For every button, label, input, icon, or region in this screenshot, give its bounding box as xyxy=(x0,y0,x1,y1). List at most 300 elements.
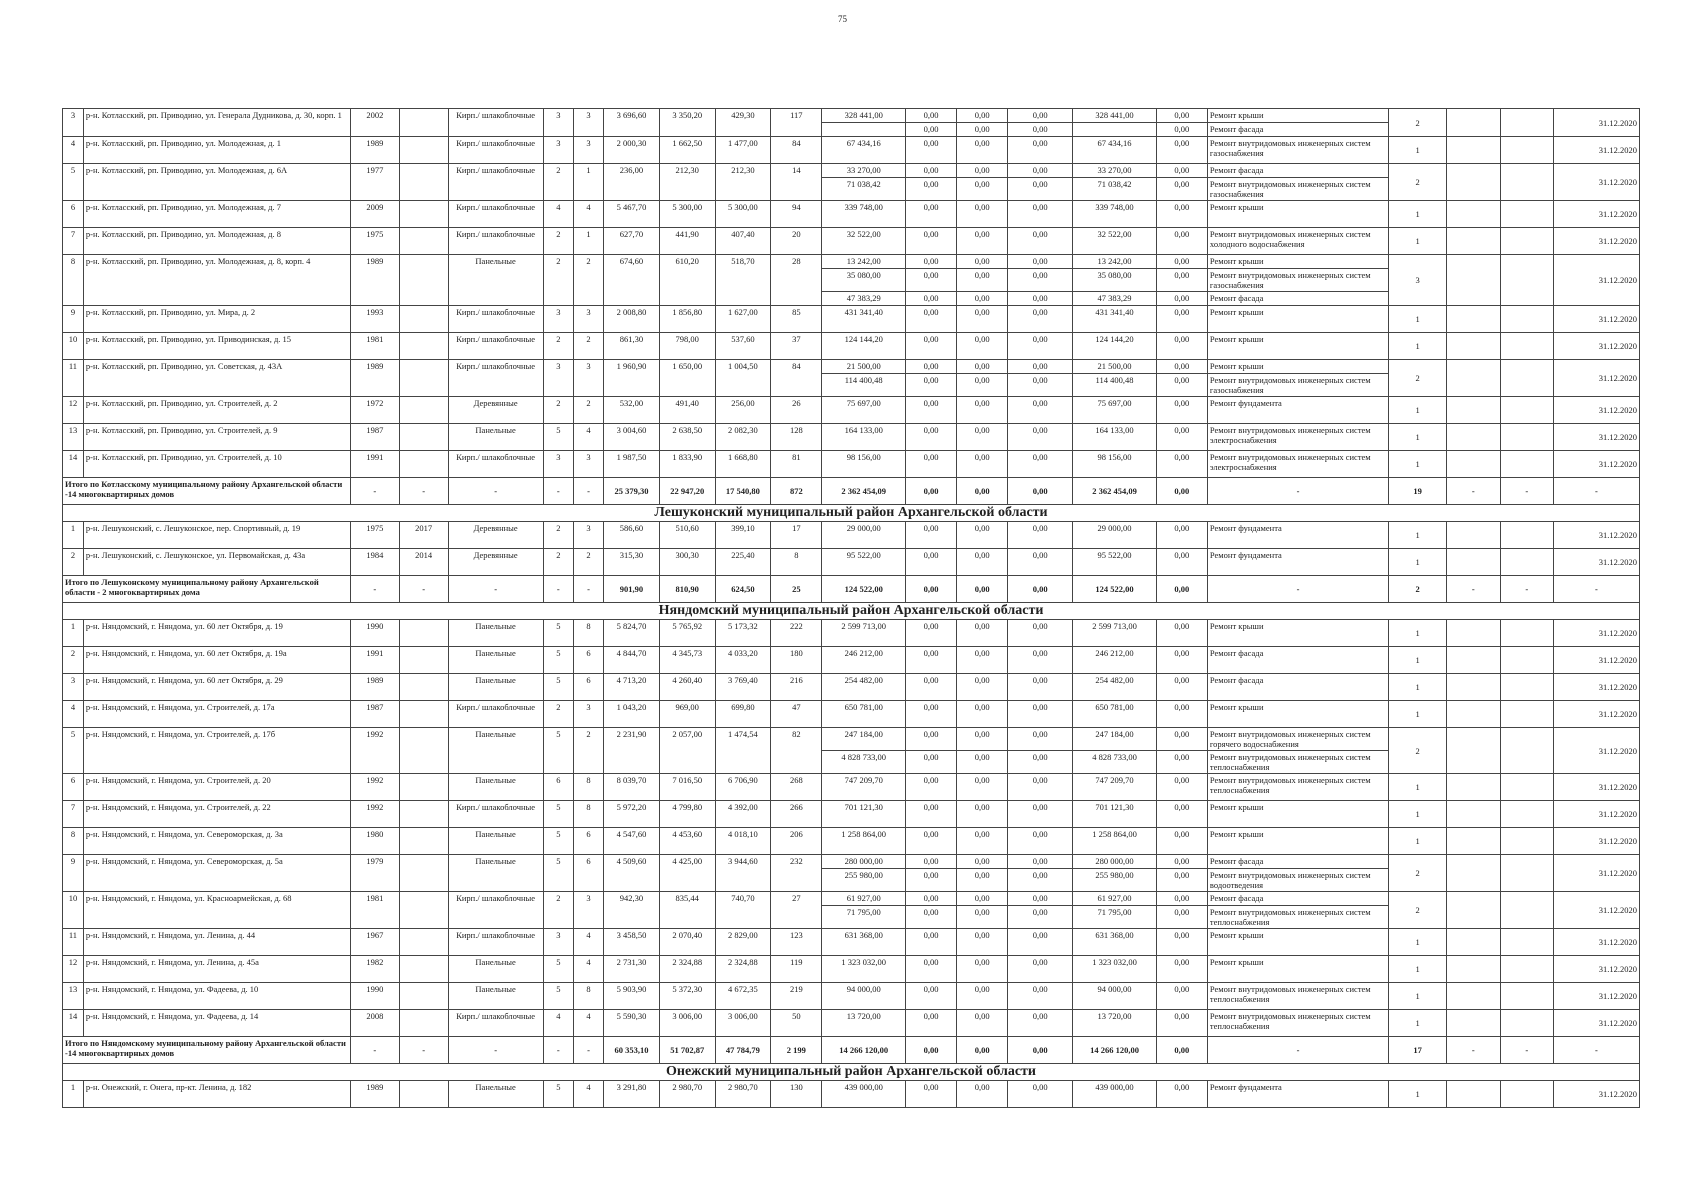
fund-zero: 0,00 xyxy=(957,269,1008,292)
address: р-н. Няндомский, г. Няндома, ул. Ленина, д. 44 xyxy=(83,929,350,956)
area-premises: 2 638,50 xyxy=(659,424,715,451)
work-cost: 75 697,00 xyxy=(822,397,906,424)
entrances: 4 xyxy=(573,201,603,228)
works-count: 1 xyxy=(1389,647,1447,674)
empty-cell xyxy=(1500,397,1553,424)
row-number: 2 xyxy=(63,549,84,576)
empty-cell xyxy=(1447,1010,1500,1037)
table-row xyxy=(63,255,1640,269)
address: р-н. Няндомский, г. Няндома, ул. Североморская, д. 3а xyxy=(83,828,350,855)
work-type: Ремонт фасада xyxy=(1207,164,1388,178)
entrances: 8 xyxy=(573,983,603,1010)
wall-material: Панельные xyxy=(448,774,543,801)
table-row xyxy=(63,892,1640,906)
area-premises: 5 300,00 xyxy=(659,201,715,228)
total-works-count: 17 xyxy=(1389,1037,1447,1064)
reconstruction-year xyxy=(399,333,448,360)
residents: 82 xyxy=(771,728,822,774)
reconstruction-year xyxy=(399,855,448,892)
row-number: 11 xyxy=(63,929,84,956)
total-zero: 0,00 xyxy=(957,576,1008,603)
residents: 130 xyxy=(771,1081,822,1108)
fund-zero: 0,00 xyxy=(1008,374,1073,397)
work-type: Ремонт внутридомовых инженерных систем газоснабжения xyxy=(1207,137,1388,164)
area-total: 8 039,70 xyxy=(604,774,660,801)
fund-zero: 0,00 xyxy=(906,983,957,1010)
total-dash: - xyxy=(1207,1037,1388,1064)
work-type: Ремонт внутридомовых инженерных систем горячего водоснабжения xyxy=(1207,728,1388,751)
work-cost: 1 258 864,00 xyxy=(822,828,906,855)
completion-date: 31.12.2020 xyxy=(1553,828,1639,855)
fund-zero: 0,00 xyxy=(906,451,957,478)
address: р-н. Няндомский, г. Няндома, ул. Строителей, д. 17а xyxy=(83,701,350,728)
empty-cell xyxy=(1500,1081,1553,1108)
commission-year: 2002 xyxy=(350,109,399,137)
reconstruction-year xyxy=(399,929,448,956)
floors: 5 xyxy=(543,801,573,828)
row-number: 9 xyxy=(63,855,84,892)
area-premises: 300,30 xyxy=(659,549,715,576)
residents: 128 xyxy=(771,424,822,451)
works-count: 1 xyxy=(1389,424,1447,451)
fund-zero: 0,00 xyxy=(1008,269,1073,292)
total-area-premises: 22 947,20 xyxy=(659,478,715,505)
empty-cell xyxy=(1500,137,1553,164)
fund-zero: 0,00 xyxy=(957,549,1008,576)
fund-zero: 0,00 xyxy=(1008,137,1073,164)
fund-zero: 0,00 xyxy=(1008,424,1073,451)
fund-zero: 0,00 xyxy=(1008,522,1073,549)
fund-zero: 0,00 xyxy=(906,855,957,869)
work-cost: 254 482,00 xyxy=(822,674,906,701)
entrances: 3 xyxy=(573,701,603,728)
work-cost: 701 121,30 xyxy=(822,801,906,828)
area-residential: 2 829,00 xyxy=(715,929,771,956)
work-cost: 29 000,00 xyxy=(822,522,906,549)
fund-zero: 0,00 xyxy=(957,164,1008,178)
fund-zero: 0,00 xyxy=(906,929,957,956)
total-residents: 25 xyxy=(771,576,822,603)
work-cost: 95 522,00 xyxy=(822,549,906,576)
own-funds: 254 482,00 xyxy=(1073,674,1157,701)
works-count: 1 xyxy=(1389,701,1447,728)
wall-material: Панельные xyxy=(448,674,543,701)
work-cost: 4 828 733,00 xyxy=(822,751,906,774)
empty-cell xyxy=(1500,956,1553,983)
area-residential: 1 627,00 xyxy=(715,306,771,333)
own-funds: 650 781,00 xyxy=(1073,701,1157,728)
area-residential: 699,80 xyxy=(715,701,771,728)
row-number: 4 xyxy=(63,137,84,164)
completion-date: 31.12.2020 xyxy=(1553,892,1639,929)
completion-date: 31.12.2020 xyxy=(1553,647,1639,674)
wall-material: Панельные xyxy=(448,828,543,855)
residents: 123 xyxy=(771,929,822,956)
fund-zero: 0,00 xyxy=(1008,228,1073,255)
floors: 2 xyxy=(543,333,573,360)
fund-zero: 0,00 xyxy=(1156,228,1207,255)
empty-cell xyxy=(1447,360,1500,397)
work-type: Ремонт внутридомовых инженерных систем теплоснабжения xyxy=(1207,751,1388,774)
total-dash: - xyxy=(350,1037,399,1064)
fund-zero: 0,00 xyxy=(1008,397,1073,424)
entrances: 2 xyxy=(573,255,603,306)
residents: 266 xyxy=(771,801,822,828)
fund-zero: 0,00 xyxy=(1156,983,1207,1010)
total-zero: 0,00 xyxy=(957,1037,1008,1064)
commission-year: 1991 xyxy=(350,451,399,478)
fund-zero: 0,00 xyxy=(957,374,1008,397)
floors: 3 xyxy=(543,360,573,397)
fund-zero: 0,00 xyxy=(1156,620,1207,647)
work-cost: 631 368,00 xyxy=(822,929,906,956)
total-row xyxy=(63,576,1640,603)
fund-zero: 0,00 xyxy=(906,869,957,892)
works-count: 1 xyxy=(1389,983,1447,1010)
completion-date: 31.12.2020 xyxy=(1553,424,1639,451)
own-funds: 1 323 032,00 xyxy=(1073,956,1157,983)
address: р-н. Котласский, рп. Приводино, ул. Молодежная, д. 8 xyxy=(83,228,350,255)
residents: 28 xyxy=(771,255,822,306)
fund-zero: 0,00 xyxy=(1008,164,1073,178)
work-cost: 114 400,48 xyxy=(822,374,906,397)
table-row xyxy=(63,647,1640,674)
area-total: 3 291,80 xyxy=(604,1081,660,1108)
own-funds: 35 080,00 xyxy=(1073,269,1157,292)
fund-zero: 0,00 xyxy=(1156,360,1207,374)
table-row xyxy=(63,801,1640,828)
area-residential: 518,70 xyxy=(715,255,771,306)
area-total: 236,00 xyxy=(604,164,660,201)
wall-material: Кирп./ шлакоблочные xyxy=(448,801,543,828)
area-residential: 429,30 xyxy=(715,109,771,137)
residents: 85 xyxy=(771,306,822,333)
fund-zero: 0,00 xyxy=(906,549,957,576)
table-row xyxy=(63,451,1640,478)
residents: 50 xyxy=(771,1010,822,1037)
fund-zero: 0,00 xyxy=(1156,956,1207,983)
area-total: 2 008,80 xyxy=(604,306,660,333)
entrances: 8 xyxy=(573,801,603,828)
work-cost: 747 209,70 xyxy=(822,774,906,801)
reconstruction-year xyxy=(399,647,448,674)
fund-zero: 0,00 xyxy=(1008,549,1073,576)
fund-zero: 0,00 xyxy=(1156,292,1207,306)
work-type: Ремонт крыши xyxy=(1207,929,1388,956)
wall-material: Кирп./ шлакоблочные xyxy=(448,701,543,728)
area-total: 4 509,60 xyxy=(604,855,660,892)
floors: 3 xyxy=(543,929,573,956)
work-type: Ремонт фундамента xyxy=(1207,522,1388,549)
row-number: 14 xyxy=(63,451,84,478)
work-cost: 33 270,00 xyxy=(822,164,906,178)
works-count: 1 xyxy=(1389,397,1447,424)
area-total: 3 458,50 xyxy=(604,929,660,956)
own-funds: 71 038,42 xyxy=(1073,178,1157,201)
completion-date: 31.12.2020 xyxy=(1553,929,1639,956)
total-dash: - xyxy=(399,478,448,505)
works-count: 1 xyxy=(1389,549,1447,576)
area-residential: 2 980,70 xyxy=(715,1081,771,1108)
commission-year: 1980 xyxy=(350,828,399,855)
work-cost: 164 133,00 xyxy=(822,424,906,451)
commission-year: 1987 xyxy=(350,424,399,451)
fund-zero: 0,00 xyxy=(957,255,1008,269)
residents: 14 xyxy=(771,164,822,201)
total-dash: - xyxy=(573,576,603,603)
work-cost: 47 383,29 xyxy=(822,292,906,306)
own-funds: 114 400,48 xyxy=(1073,374,1157,397)
empty-cell xyxy=(1447,647,1500,674)
fund-zero: 0,00 xyxy=(906,109,957,123)
fund-zero: 0,00 xyxy=(906,1081,957,1108)
completion-date: 31.12.2020 xyxy=(1553,255,1639,306)
section-title: Онежский муниципальный район Архангельской области xyxy=(63,1064,1640,1081)
address: р-н. Котласский, рп. Приводино, ул. Молодежная, д. 8, корп. 4 xyxy=(83,255,350,306)
floors: 4 xyxy=(543,1010,573,1037)
total-zero: 0,00 xyxy=(906,1037,957,1064)
table-row xyxy=(63,137,1640,164)
table-row xyxy=(63,929,1640,956)
works-count: 3 xyxy=(1389,255,1447,306)
area-total: 5 467,70 xyxy=(604,201,660,228)
own-funds: 328 441,00 xyxy=(1073,109,1157,123)
empty-cell xyxy=(1447,255,1500,306)
area-total: 2 731,30 xyxy=(604,956,660,983)
work-type: Ремонт фасада xyxy=(1207,674,1388,701)
area-premises: 510,60 xyxy=(659,522,715,549)
work-cost: 13 242,00 xyxy=(822,255,906,269)
commission-year: 1992 xyxy=(350,801,399,828)
entrances: 6 xyxy=(573,674,603,701)
fund-zero: 0,00 xyxy=(906,522,957,549)
empty-cell xyxy=(1500,983,1553,1010)
work-type: Ремонт фасада xyxy=(1207,292,1388,306)
total-zero: 0,00 xyxy=(1008,1037,1073,1064)
entrances: 3 xyxy=(573,522,603,549)
area-residential: 5 300,00 xyxy=(715,201,771,228)
address: р-н. Няндомский, г. Няндома, ул. Североморская, д. 5а xyxy=(83,855,350,892)
own-funds: 4 828 733,00 xyxy=(1073,751,1157,774)
fund-zero: 0,00 xyxy=(906,751,957,774)
fund-zero: 0,00 xyxy=(957,1010,1008,1037)
fund-zero: 0,00 xyxy=(957,109,1008,123)
wall-material: Панельные xyxy=(448,728,543,774)
residents: 232 xyxy=(771,855,822,892)
fund-zero: 0,00 xyxy=(957,647,1008,674)
work-type: Ремонт внутридомовых инженерных систем холодного водоснабжения xyxy=(1207,228,1388,255)
empty-cell xyxy=(1500,929,1553,956)
reconstruction-year xyxy=(399,983,448,1010)
commission-year: 1989 xyxy=(350,674,399,701)
own-funds: 280 000,00 xyxy=(1073,855,1157,869)
fund-zero: 0,00 xyxy=(1008,1010,1073,1037)
total-dash: - xyxy=(399,1037,448,1064)
work-type: Ремонт внутридомовых инженерных систем теплоснабжения xyxy=(1207,774,1388,801)
own-funds: 98 156,00 xyxy=(1073,451,1157,478)
work-type: Ремонт внутридомовых инженерных систем теплоснабжения xyxy=(1207,983,1388,1010)
fund-zero: 0,00 xyxy=(1156,374,1207,397)
total-cost: 14 266 120,00 xyxy=(822,1037,906,1064)
area-residential: 3 944,60 xyxy=(715,855,771,892)
commission-year: 1993 xyxy=(350,306,399,333)
row-number: 3 xyxy=(63,674,84,701)
fund-zero: 0,00 xyxy=(1008,906,1073,929)
empty-cell xyxy=(1447,424,1500,451)
commission-year: 1992 xyxy=(350,728,399,774)
commission-year: 1989 xyxy=(350,137,399,164)
section-row xyxy=(63,1064,1640,1081)
address: р-н. Няндомский, г. Няндома, ул. Строителей, д. 20 xyxy=(83,774,350,801)
reconstruction-year xyxy=(399,360,448,397)
total-dash: - xyxy=(573,1037,603,1064)
own-funds: 94 000,00 xyxy=(1073,983,1157,1010)
work-type: Ремонт фундамента xyxy=(1207,549,1388,576)
empty-cell xyxy=(1500,549,1553,576)
address: р-н. Няндомский, г. Няндома, ул. 60 лет Октября, д. 19 xyxy=(83,620,350,647)
own-funds: 164 133,00 xyxy=(1073,424,1157,451)
own-funds xyxy=(1073,123,1157,137)
fund-zero: 0,00 xyxy=(957,728,1008,751)
work-cost: 2 599 713,00 xyxy=(822,620,906,647)
section-row xyxy=(63,505,1640,522)
work-cost: 21 500,00 xyxy=(822,360,906,374)
works-count: 1 xyxy=(1389,828,1447,855)
empty-cell xyxy=(1447,701,1500,728)
wall-material: Кирп./ шлакоблочные xyxy=(448,892,543,929)
area-residential: 4 672,35 xyxy=(715,983,771,1010)
area-residential: 2 082,30 xyxy=(715,424,771,451)
empty-cell xyxy=(1447,397,1500,424)
work-type: Ремонт фасада xyxy=(1207,892,1388,906)
total-zero: 0,00 xyxy=(1008,478,1073,505)
area-total: 4 547,60 xyxy=(604,828,660,855)
fund-zero: 0,00 xyxy=(1008,701,1073,728)
address: р-н. Котласский, рп. Приводино, ул. Советская, д. 43А xyxy=(83,360,350,397)
fund-zero: 0,00 xyxy=(957,123,1008,137)
floors: 2 xyxy=(543,892,573,929)
address: р-н. Няндомский, г. Няндома, ул. Красноармейская, д. 68 xyxy=(83,892,350,929)
works-count: 1 xyxy=(1389,801,1447,828)
wall-material: Панельные xyxy=(448,855,543,892)
work-type: Ремонт внутридомовых инженерных систем газоснабжения xyxy=(1207,269,1388,292)
entrances: 4 xyxy=(573,929,603,956)
empty-cell xyxy=(1500,674,1553,701)
area-total: 5 590,30 xyxy=(604,1010,660,1037)
page-number: 75 xyxy=(838,14,847,24)
section-row xyxy=(63,603,1640,620)
table-row xyxy=(63,397,1640,424)
commission-year: 1981 xyxy=(350,333,399,360)
area-premises: 1 662,50 xyxy=(659,137,715,164)
wall-material: Кирп./ шлакоблочные xyxy=(448,228,543,255)
reconstruction-year xyxy=(399,1081,448,1108)
area-total: 5 972,20 xyxy=(604,801,660,828)
own-funds: 747 209,70 xyxy=(1073,774,1157,801)
works-count: 1 xyxy=(1389,522,1447,549)
empty-cell xyxy=(1500,424,1553,451)
area-residential: 225,40 xyxy=(715,549,771,576)
work-type: Ремонт фундамента xyxy=(1207,1081,1388,1108)
area-premises: 1 650,00 xyxy=(659,360,715,397)
completion-date: 31.12.2020 xyxy=(1553,774,1639,801)
fund-zero: 0,00 xyxy=(1008,828,1073,855)
commission-year: 1990 xyxy=(350,983,399,1010)
area-premises: 441,90 xyxy=(659,228,715,255)
work-cost: 328 441,00 xyxy=(822,109,906,123)
own-funds: 2 599 713,00 xyxy=(1073,620,1157,647)
works-count: 2 xyxy=(1389,855,1447,892)
total-dash: - xyxy=(543,576,573,603)
row-number: 4 xyxy=(63,701,84,728)
residents: 81 xyxy=(771,451,822,478)
total-zero: 0,00 xyxy=(1156,478,1207,505)
area-premises: 7 016,50 xyxy=(659,774,715,801)
address: р-н. Няндомский, г. Няндома, ул. Строителей, д. 22 xyxy=(83,801,350,828)
work-type: Ремонт фундамента xyxy=(1207,397,1388,424)
residents: 26 xyxy=(771,397,822,424)
entrances: 3 xyxy=(573,137,603,164)
area-residential: 256,00 xyxy=(715,397,771,424)
area-total: 1 043,20 xyxy=(604,701,660,728)
area-residential: 5 173,32 xyxy=(715,620,771,647)
residents: 20 xyxy=(771,228,822,255)
area-total: 3 004,60 xyxy=(604,424,660,451)
residents: 219 xyxy=(771,983,822,1010)
own-funds: 95 522,00 xyxy=(1073,549,1157,576)
empty-cell xyxy=(1500,228,1553,255)
entrances: 2 xyxy=(573,549,603,576)
residents: 37 xyxy=(771,333,822,360)
fund-zero: 0,00 xyxy=(1008,869,1073,892)
area-total: 315,30 xyxy=(604,549,660,576)
fund-zero: 0,00 xyxy=(906,906,957,929)
table-row xyxy=(63,549,1640,576)
fund-zero: 0,00 xyxy=(957,360,1008,374)
own-funds: 255 980,00 xyxy=(1073,869,1157,892)
fund-zero: 0,00 xyxy=(906,674,957,701)
empty-cell xyxy=(1447,774,1500,801)
works-count: 1 xyxy=(1389,201,1447,228)
empty-cell xyxy=(1447,451,1500,478)
total-dash: - xyxy=(1553,576,1639,603)
area-residential: 2 324,88 xyxy=(715,956,771,983)
total-own-funds: 14 266 120,00 xyxy=(1073,1037,1157,1064)
total-zero: 0,00 xyxy=(1008,576,1073,603)
total-dash: - xyxy=(350,576,399,603)
address: р-н. Няндомский, г. Няндома, ул. Строителей, д. 17б xyxy=(83,728,350,774)
wall-material: Панельные xyxy=(448,956,543,983)
area-total: 4 844,70 xyxy=(604,647,660,674)
fund-zero: 0,00 xyxy=(957,983,1008,1010)
table-row xyxy=(63,424,1640,451)
wall-material: Деревянные xyxy=(448,397,543,424)
work-cost: 13 720,00 xyxy=(822,1010,906,1037)
empty-cell xyxy=(1500,333,1553,360)
own-funds: 1 258 864,00 xyxy=(1073,828,1157,855)
area-total: 532,00 xyxy=(604,397,660,424)
own-funds: 339 748,00 xyxy=(1073,201,1157,228)
entrances: 6 xyxy=(573,855,603,892)
entrances: 1 xyxy=(573,228,603,255)
fund-zero: 0,00 xyxy=(1156,424,1207,451)
own-funds: 631 368,00 xyxy=(1073,929,1157,956)
wall-material: Кирп./ шлакоблочные xyxy=(448,451,543,478)
fund-zero: 0,00 xyxy=(906,892,957,906)
table-row xyxy=(63,228,1640,255)
address: р-н. Лешуконский, с. Лешуконское, ул. Первомайская, д. 43а xyxy=(83,549,350,576)
total-dash: - xyxy=(1447,478,1500,505)
